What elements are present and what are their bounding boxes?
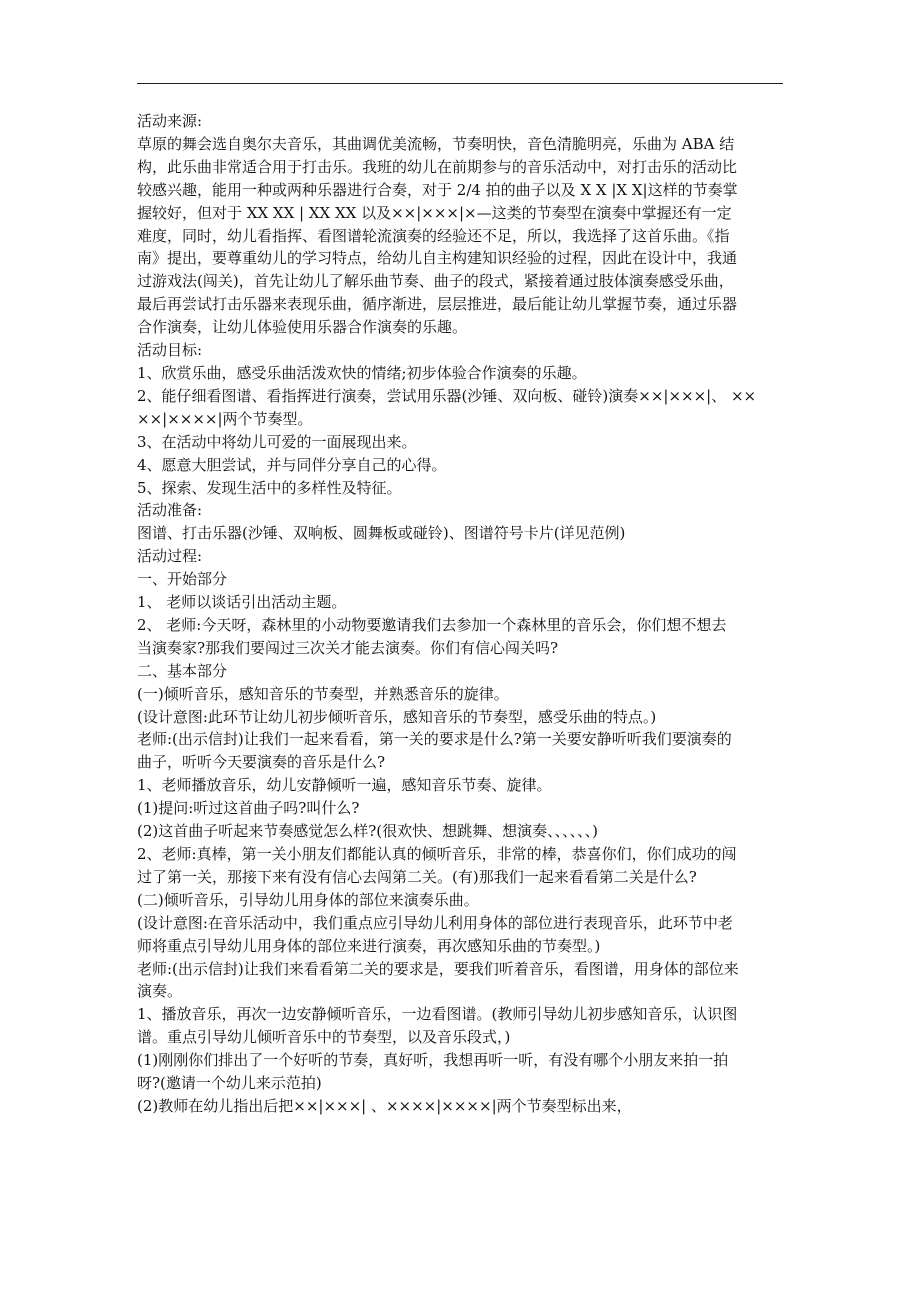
text-line: (一)倾听音乐，感知音乐的节奏型，并熟悉音乐的旋律。	[137, 684, 509, 703]
text-line: 握较好，但对于 XX XX | XX XX 以及××|×××|×—这类的节奏型在演奏中掌握还有一定	[137, 203, 732, 222]
text-line: 1、播放音乐，再次一边安静倾听音乐，一边看图谱。(教师引导幼儿初步感知音乐，认识图	[137, 1005, 738, 1024]
text-line: 4、愿意大胆尝试，并与同伴分享自己的心得。	[137, 455, 447, 474]
text-line: 2、老师:真棒，第一关小朋友们都能认真的倾听音乐，非常的棒，恭喜你们，你们成功的闯	[137, 845, 737, 863]
text-line: (二)倾听音乐，引导幼儿用身体的部位来演奏乐曲。	[137, 890, 479, 909]
text-line: 最后再尝试打击乐器来表现乐曲，循序渐进，层层推进，最后能让幼儿掌握节奏，通过乐器	[137, 295, 738, 314]
text-line: 过游戏法(闯关)，首先让幼儿了解乐曲节奏、曲子的段式，紧接着通过肢体演奏感受乐曲，	[137, 272, 734, 291]
text-line: 过了第一关，那接下来有没有信心去闯第二关。(有)那我们一起来看看第二关是什么?	[137, 867, 697, 886]
text-line: 1、 老师以谈话引出活动主题。	[137, 593, 347, 612]
text-line: 活动目标:	[137, 341, 203, 360]
text-line: (1)刚刚你们排出了一个好听的节奏，真好听，我想再听一听，有没有哪个小朋友来拍一拍	[137, 1051, 729, 1070]
text-line: 草原的舞会选自奥尔夫音乐，其曲调优美流畅，节奏明快，音色清脆明亮，乐曲为 ABA 结	[137, 134, 735, 153]
text-line: 2、 老师:今天呀，森林里的小动物要邀请我们去参加一个森林里的音乐会，你们想不想去	[137, 615, 727, 634]
text-line: 当演奏家?那我们要闯过三次关才能去演奏。你们有信心闯关吗?	[137, 638, 559, 657]
text-line: 一、开始部分	[137, 570, 228, 589]
text-line: 二、基本部分	[137, 661, 228, 680]
text-line: (2)教师在幼儿指出后把××|×××| 、××××|××××|两个节奏型标出来，	[137, 1096, 632, 1115]
text-line: 曲子，听听今天要演奏的音乐是什么?	[137, 753, 386, 772]
text-line: 南》提出，要尊重幼儿的学习特点，给幼儿自主构建知识经验的过程，因此在设计中，我通	[137, 249, 738, 268]
text-line: 活动准备:	[137, 501, 203, 520]
text-line: 难度，同时，幼儿看指挥、看图谱轮流演奏的经验还不足，所以，我选择了这首乐曲。《指	[137, 226, 730, 245]
text-line: 2、能仔细看图谱、看指挥进行演奏，尝试用乐器(沙锤、双向板、碰铃)演奏××|×××|、 ××	[137, 386, 757, 405]
text-line: ××|××××|两个节奏型。	[137, 409, 313, 428]
text-line: 活动过程:	[137, 547, 203, 566]
text-line: 谱。重点引导幼儿倾听音乐中的节奏型，以及音乐段式，)	[137, 1028, 511, 1047]
text-line: 1、老师播放音乐，幼儿安静倾听一遍，感知音乐节奏、旋律。	[137, 776, 552, 795]
text-line: (1)提问:听过这首曲子吗?叫什么?	[137, 799, 360, 818]
text-line: 构，此乐曲非常适合用于打击乐。我班的幼儿在前期参与的音乐活动中，对打击乐的活动比	[137, 157, 738, 176]
text-line: 师将重点引导幼儿用身体的部位来进行演奏，再次感知乐曲的节奏型。)	[137, 936, 601, 955]
text-line: 老师:(出示信封)让我们来看看第二关的要求是，要我们听着音乐，看图谱，用身体的部位来	[137, 959, 739, 978]
document-body	[137, 110, 785, 1118]
text-line: 呀?(邀请一个幼儿来示范拍)	[137, 1074, 322, 1093]
text-line: 演奏。	[137, 982, 183, 1001]
text-line: (设计意图:此环节让幼儿初步倾听音乐，感知音乐的节奏型，感受乐曲的特点。)	[137, 707, 657, 726]
text-line: 3、在活动中将幼儿可爱的一面展现出来。	[137, 432, 417, 451]
text-line: 图谱、打击乐器(沙锤、双响板、圆舞板或碰铃)、图谱符号卡片(详见范例)	[137, 524, 626, 543]
header-rule	[137, 83, 783, 84]
text-line: (设计意图:在音乐活动中，我们重点应引导幼儿利用身体的部位进行表现音乐，此环节中老	[137, 913, 733, 932]
text-line: 1、欣赏乐曲，感受乐曲活泼欢快的情绪;初步体验合作演奏的乐趣。	[137, 363, 587, 382]
text-line: 合作演奏，让幼儿体验使用乐器合作演奏的乐趣。	[137, 318, 468, 337]
text-line: 老师:(出示信封)让我们一起来看看，第一关的要求是什么?第一关要安静听听我们要演奏的	[137, 730, 732, 749]
text-line: (2)这首曲子听起来节奏感觉怎么样?(很欢快、想跳舞、想演奏、、、、、、)	[137, 822, 598, 841]
text-line: 5、探索、发现生活中的多样性及特征。	[137, 478, 402, 497]
text-line: 活动来源:	[137, 112, 203, 130]
text-line: 较感兴趣，能用一种或两种乐器进行合奏，对于 2/4 拍的曲子以及 X X |X X|这样的节奏掌	[137, 180, 738, 199]
